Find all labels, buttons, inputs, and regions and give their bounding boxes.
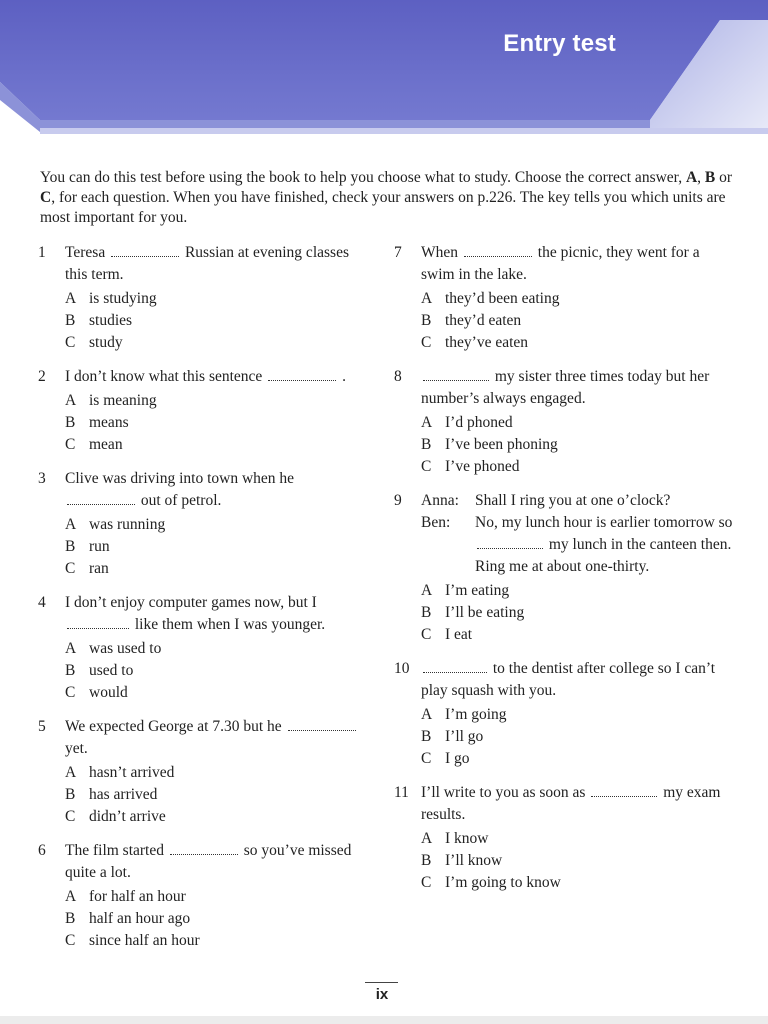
answer-blank	[268, 367, 336, 381]
question-10	[394, 658, 734, 770]
answer-blank	[170, 841, 238, 855]
option-a: A for half an hour	[65, 888, 186, 905]
option-a: A they’d been eating	[421, 290, 560, 307]
question-number: 9	[394, 492, 402, 509]
option-b: B used to	[65, 662, 134, 679]
question-7	[394, 242, 734, 354]
option-c: C I’m going to know	[421, 874, 561, 891]
page-title: Entry test	[503, 30, 616, 57]
question-column-left	[38, 242, 368, 952]
option-c: C ran	[65, 560, 109, 577]
option-a: A is studying	[65, 290, 157, 307]
option-b: B has arrived	[65, 786, 158, 803]
option-b: B I’ve been phoning	[421, 436, 558, 453]
dialogue-line: Anna: Shall I ring you at one o’clock?	[421, 492, 671, 509]
question-text: I’ll write to you as soon as my exam results.	[421, 784, 721, 823]
question-3	[38, 468, 368, 580]
question-text: Teresa Russian at evening classes this term.	[65, 244, 349, 283]
question-text: Clive was driving into town when he out of petrol.	[65, 470, 295, 509]
option-c: C study	[65, 334, 123, 351]
option-b: B they’d eaten	[421, 312, 522, 329]
option-c: C I’ve phoned	[421, 458, 520, 475]
footer-rule	[365, 982, 398, 983]
question-text: my sister three times today but her number’s always engaged.	[421, 368, 710, 407]
option-a: A I know	[421, 830, 489, 847]
option-b: B I’ll be eating	[421, 604, 525, 621]
question-1	[38, 242, 368, 354]
question-text: We expected George at 7.30 but he yet.	[65, 716, 368, 760]
option-b: B studies	[65, 312, 133, 329]
question-number: 8	[394, 368, 402, 385]
question-number: 6	[38, 842, 46, 859]
option-a: A was running	[65, 516, 166, 533]
option-c: C didn’t arrive	[65, 808, 166, 825]
question-number: 1	[38, 244, 46, 261]
question-11	[394, 782, 734, 894]
option-a: A hasn’t arrived	[65, 764, 175, 781]
question-text: I don’t enjoy computer games now, but I like them when I was younger.	[65, 594, 326, 633]
answer-blank	[67, 615, 129, 629]
question-number: 2	[38, 368, 46, 385]
answer-blank	[464, 243, 532, 257]
answer-blank	[423, 659, 487, 673]
question-6	[38, 840, 368, 952]
option-b: B means	[65, 414, 129, 431]
question-number: 7	[394, 244, 402, 261]
option-c: C I eat	[421, 626, 473, 643]
question-5	[38, 716, 368, 828]
question-8	[394, 366, 734, 478]
instructions: You can do this test before using the book to help you choose what to study. Choose the correct answer, A, B or C, for each question. When you have finished, check your answers on p.226. The key tells you which units are most important for you.	[40, 169, 733, 226]
question-number: 11	[394, 784, 409, 801]
question-column-right	[394, 242, 734, 894]
question-text: I don’t know what this sentence .	[65, 368, 346, 385]
option-a: A I’d phoned	[421, 414, 513, 431]
answer-blank	[423, 367, 489, 381]
header-banner	[0, 0, 768, 140]
answer-blank	[111, 243, 179, 257]
answer-blank	[477, 535, 543, 549]
option-c: C mean	[65, 436, 123, 453]
option-a: A I’m going	[421, 706, 507, 723]
question-text: When the picnic, they went for a swim in the lake.	[421, 244, 700, 283]
answer-blank	[67, 491, 135, 505]
question-4	[38, 592, 368, 704]
question-number: 10	[394, 660, 410, 677]
question-text: The film started so you’ve missed quite a lot.	[65, 842, 352, 881]
option-c: C I go	[421, 750, 470, 767]
option-b: B I’ll go	[421, 728, 484, 745]
option-b: B half an hour ago	[65, 910, 191, 927]
page-edge	[0, 1016, 768, 1024]
question-number: 3	[38, 470, 46, 487]
question-text: to the dentist after college so I can’t play squash with you.	[421, 660, 716, 699]
option-c: C they’ve eaten	[421, 334, 529, 351]
option-a: A is meaning	[65, 392, 157, 409]
option-c: C since half an hour	[65, 932, 200, 949]
answer-blank	[288, 717, 356, 731]
option-c: C would	[65, 684, 128, 701]
option-a: A I’m eating	[421, 582, 510, 599]
option-a: A was used to	[65, 640, 162, 657]
question-number: 4	[38, 594, 46, 611]
question-9	[394, 490, 734, 646]
answer-blank	[591, 783, 657, 797]
option-b: B run	[65, 538, 110, 555]
question-2	[38, 366, 368, 456]
dialogue-line: Ben: No, my lunch hour is earlier tomorrow so my lunch in the canteen then. Ring me at about one-thirty.	[421, 514, 733, 575]
question-text	[421, 490, 734, 578]
question-number: 5	[38, 718, 46, 735]
option-b: B I’ll know	[421, 852, 503, 869]
page-number: ix	[375, 986, 389, 1003]
